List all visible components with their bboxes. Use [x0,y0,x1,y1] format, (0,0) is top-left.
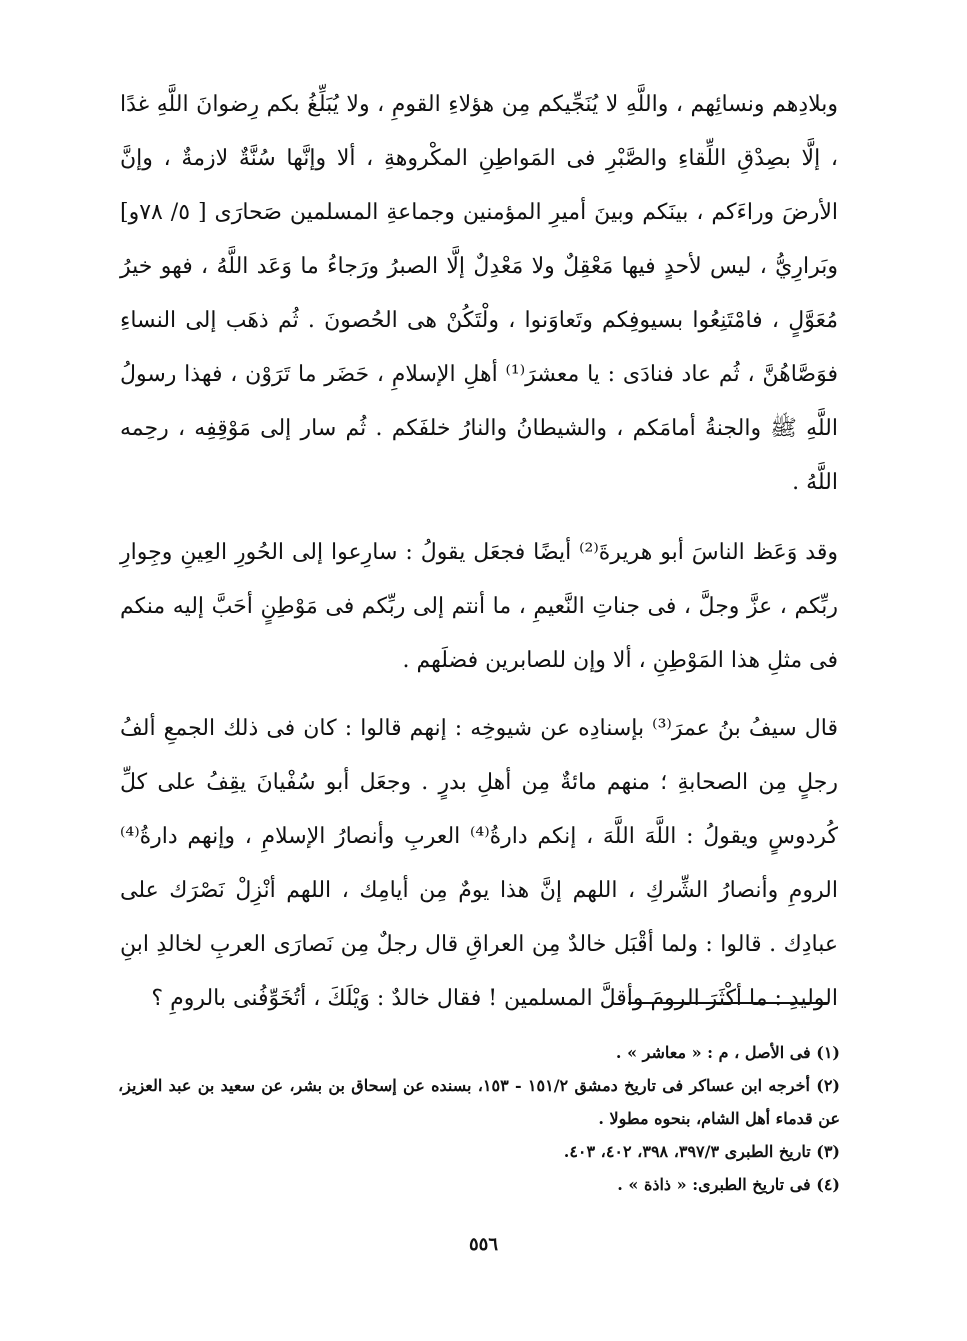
main-text-block [120,78,838,1026]
footnote-4: (٤) فى تاريخ الطبرى: « ذاذة » . [617,1175,840,1194]
footnotes [118,1036,840,1201]
footnote-3: (٣) تاريخ الطبرى ٣٩٧/٣، ٣٩٨، ٤٠٢، ٤٠٣. [563,1142,840,1161]
footnote-divider [628,1002,828,1004]
footnote-2: (٢) أخرجه ابن عساكر فى تاريخ دمشق ١٥١/٢ - ١٥٣، بسنده عن إسحاق بن بشر، عن سعيد بن عبد العزيز، عن قدماء أهل الشام، بنحوه مطولا . [118,1076,840,1128]
paragraph-1: وبلادِهم ونسائِهم ، واللَّهِ لا يُنَجِّيكم مِن هؤلاءِ القومِ ، ولا يُبَلِّغُ بكم رِضوانَ اللَّهِ غدًا ، إلَّا بصِدْقِ اللِّقاءِ والصَّبْرِ فى المَواطِنِ المكْروهةِ ، ألا وإنَّها سُنَّةٌ لازمةٌ ، وإنَّ الأرضَ وراءَكم ، بينَكم وبينَ أميرِ المؤمنين وجماعةِ المسلمين صَحارَى [ ٥/ ٧٨و] وبَرارِيُّ ، ليس لأحدٍ فيها مَعْقِلٌ ولا مَعْدِلٌ إلَّا الصبرُ ورَجاءُ ما وَعَد اللَّهُ ، فهو خيرُ مُعَوَّلٍ ، فامْتَنِعُوا بسيوفِكم وتَعاوَنوا ، ولْتَكُنْ هى الحُصونَ . ثُم ذهَب إلى النساءِ فوَصَّاهُنَّ ، ثُم عاد فنادَى : يا معشرَ⁽¹⁾ أهلِ الإسلامِ ، حَضَر ما تَرَوْن ، فهذا رسولُ اللَّهِ ﷺ والجنةُ أمامَكم ، والشيطانُ والنارُ خلفَكم . ثُم سار إلى مَوْقِفِه ، رحِمه اللَّهُ . [120,92,839,495]
paragraph-2: وقد وَعَظ الناسَ أبو هريرةَ⁽²⁾ أيضًا فجعَل يقولُ : سارِعوا إلى الحُورِ العِينِ وجِوارِ ربِّكم ، عزَّ وجلَّ ، فى جناتِ النَّعيمِ ، ما أنتم إلى ربِّكم فى مَوْطِنٍ أحَبَّ إليه منكم فى مثلِ هذا المَوْطِنِ ، ألا وإن للصابرين فضلَهم . [120,540,838,673]
footnote-1: (١) فى الأصل ، م : « معاشر » . [615,1043,840,1062]
paragraph-3: قال سيفُ بنُ عمرَ⁽³⁾ بإسنادِه عن شيوخِه : إنهم قالوا : كان فى ذلك الجمعِ ألفُ رجلٍ مِن الصحابةِ ؛ منهم مائةٌ مِن أهلِ بدرٍ . وجعَل أبو سُفْيانَ يقِفُ على كلِّ كُردوسٍ ويقولُ : اللَّهَ اللَّهَ ، إنكم دارةُ⁽⁴⁾ العربِ وأنصارُ الإسلامِ ، وإنهم دارةُ⁽⁴⁾ الرومِ وأنصارُ الشِّركِ ، اللهم إنَّ هذا يومٌ مِن أيامِك ، اللهم أنْزِلْ نَصْرَك على عبادِك . قالوا : ولما أقْبَل خالدٌ مِن العراقِ قال رجلٌ مِن نَصارَى العربِ لخالدِ ابنِ الوليدِ : ما أكْثَرَ الرومَ وأقلَّ المسلمين ! فقال خالدٌ : وَيْلَكَ ، أتُخَوِّفُنى بالرومِ ؟ [120,716,839,1011]
page-number: ٥٥٦ [468,1234,498,1255]
